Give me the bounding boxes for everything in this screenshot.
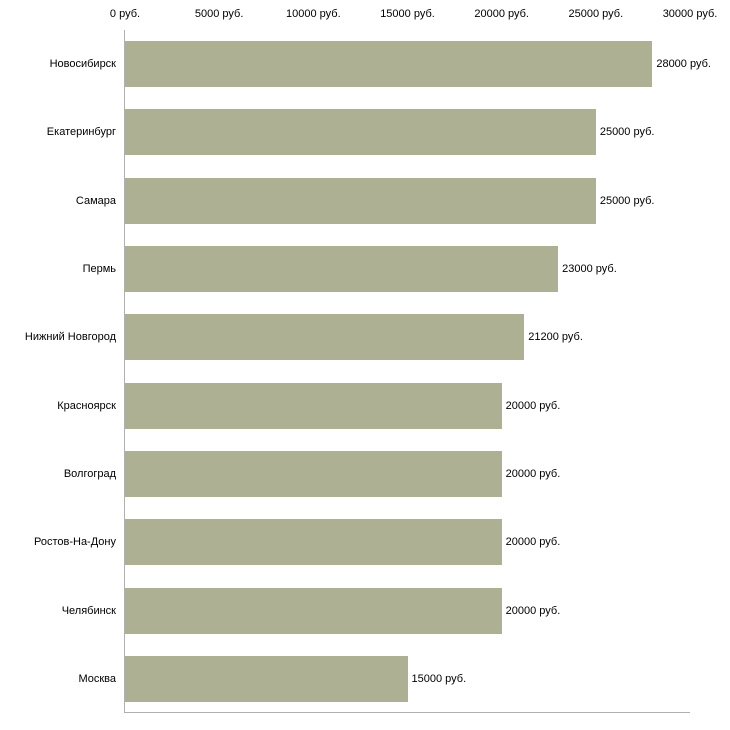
bar[interactable] bbox=[125, 519, 502, 565]
category-label: Нижний Новгород bbox=[24, 331, 116, 344]
bar-row bbox=[0, 508, 730, 576]
bar-row bbox=[0, 235, 730, 303]
category-label: Красноярск bbox=[57, 399, 116, 412]
bar[interactable] bbox=[125, 178, 596, 224]
bar-value-label: 20000 руб. bbox=[505, 467, 561, 480]
bar-row bbox=[0, 30, 730, 98]
x-axis-tick-label: 25000 руб. bbox=[568, 8, 624, 20]
bar-container bbox=[125, 576, 560, 644]
bar-value-label: 20000 руб. bbox=[505, 536, 561, 549]
bar-value-label: 25000 руб. bbox=[599, 194, 655, 207]
x-axis-tick-label: 15000 руб. bbox=[380, 8, 435, 20]
bar-value-label: 20000 руб. bbox=[505, 399, 561, 412]
category-label: Челябинск bbox=[61, 604, 116, 617]
category-label: Самара bbox=[75, 194, 116, 207]
category-label: Волгоград bbox=[63, 467, 116, 480]
bar-container bbox=[125, 645, 466, 713]
category-label: Москва bbox=[78, 672, 116, 685]
bar-container bbox=[125, 508, 560, 576]
x-axis-tick-label: 30000 руб. bbox=[662, 8, 718, 20]
bar-row bbox=[0, 440, 730, 508]
bar-container bbox=[125, 303, 583, 371]
category-label: Екатеринбург bbox=[46, 126, 116, 139]
bar-value-label: 28000 руб. bbox=[656, 58, 711, 71]
bar[interactable] bbox=[125, 314, 524, 360]
bar-value-label: 15000 руб. bbox=[411, 672, 467, 685]
bar[interactable] bbox=[125, 109, 596, 155]
bar[interactable] bbox=[125, 383, 502, 429]
bar-row bbox=[0, 576, 730, 644]
bar-row bbox=[0, 167, 730, 235]
bar-rows bbox=[0, 30, 730, 713]
category-label: Новосибирск bbox=[49, 58, 116, 71]
bar-row bbox=[0, 303, 730, 371]
bar[interactable] bbox=[125, 451, 502, 497]
bar-value-label: 20000 руб. bbox=[505, 604, 561, 617]
bar-container bbox=[125, 440, 560, 508]
category-label: Ростов-На-Дону bbox=[33, 536, 116, 549]
bar-row bbox=[0, 645, 730, 713]
bar-container bbox=[125, 167, 654, 235]
bar[interactable] bbox=[125, 656, 408, 702]
category-label: Пермь bbox=[82, 263, 116, 276]
x-axis-tick-label: 5000 руб. bbox=[194, 8, 244, 20]
bar[interactable] bbox=[125, 41, 652, 87]
x-axis-tick-label: 20000 руб. bbox=[474, 8, 529, 20]
bar-value-label: 25000 руб. bbox=[599, 126, 655, 139]
bar-row bbox=[0, 372, 730, 440]
bar-container bbox=[125, 372, 560, 440]
bar-row bbox=[0, 98, 730, 166]
bar[interactable] bbox=[125, 246, 558, 292]
bar-container bbox=[125, 235, 617, 303]
bar-value-label: 23000 руб. bbox=[562, 263, 617, 276]
bar-value-label: 21200 руб. bbox=[528, 331, 583, 344]
bar-container bbox=[125, 98, 654, 166]
bar-container bbox=[125, 30, 711, 98]
x-axis-tick-label: 10000 руб. bbox=[286, 8, 341, 20]
x-axis-tick-label: 0 руб. bbox=[109, 8, 141, 20]
bar[interactable] bbox=[125, 588, 502, 634]
